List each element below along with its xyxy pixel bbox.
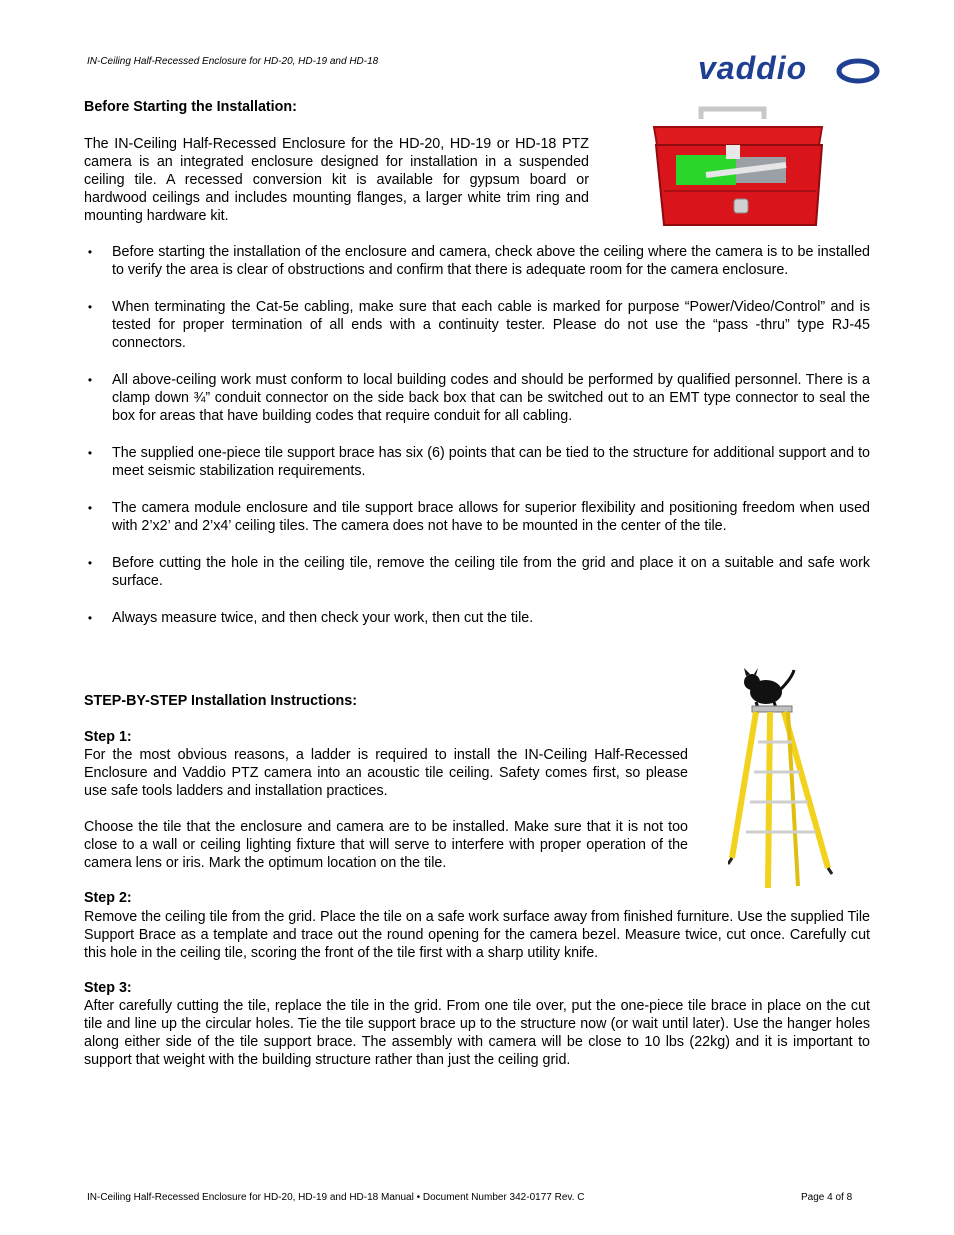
step2-title: Step 2:	[84, 890, 132, 906]
before-heading: Before Starting the Installation:	[84, 99, 297, 115]
list-item: • Before cutting the hole in the ceiling tile, remove the ceiling tile from the grid and place it on a suitable and safe work surface.	[87, 555, 870, 589]
list-item: • Before starting the installation of the enclosure and camera, check above the ceiling where the camera is to be installed to verify the area is clear of obstructions and confirm that there is adequate room for the camera enclosure.	[87, 244, 870, 278]
list-item: • Always measure twice, and then check your work, then cut the tile.	[87, 610, 534, 626]
step1-title: Step 1:	[84, 729, 132, 745]
step1-paragraph-2: Choose the tile that the enclosure and camera are to be installed. Make sure that it is not too close to a wall or ceiling lighting fixture that will serve to interfere with proper operation of the camera lens or iris. Mark the optimum location on the tile.	[84, 819, 688, 871]
list-item: • The supplied one-piece tile support brace has six (6) points that can be tied to the structure for additional support and to meet seismic stabilization requirements.	[87, 445, 870, 479]
step3-title: Step 3:	[84, 980, 132, 996]
footer-document-info: IN-Ceiling Half-Recessed Enclosure for HD-20, HD-19 and HD-18 Manual • Document Number 342-0177 Rev. C	[87, 1192, 585, 1203]
steps-heading: STEP-BY-STEP Installation Instructions:	[84, 693, 358, 709]
list-item: • When terminating the Cat-5e cabling, make sure that each cable is marked for purpose “Power/Video/Control” and is tested for proper termination of all ends with a continuity tester. Please do not use the “pass -thru” type RJ-45 connectors.	[87, 299, 870, 351]
intro-paragraph: The IN-Ceiling Half-Recessed Enclosure for the HD-20, HD-19 or HD-18 PTZ camera is an integrated enclosure designed for installation in a suspended ceiling tile. A recessed conversion kit is available for gypsum board or hardwood ceilings and includes mounting flanges, a larger white trim ring and mounting hardware kit.	[84, 136, 589, 224]
list-item: • All above-ceiling work must conform to local building codes and should be performed by qualified personnel. There is a clamp down ¾” conduit connector on the side back box that can be switched out to an EMT type connector to seal the box for areas that have building codes that require conduit for all cabling.	[87, 372, 870, 424]
header-document-title: IN-Ceiling Half-Recessed Enclosure for HD-20, HD-19 and HD-18	[87, 56, 379, 67]
step1-paragraph-1: For the most obvious reasons, a ladder is required to install the IN-Ceiling Half-Recessed Enclosure and Vaddio PTZ camera into an acoustic tile ceiling. Safety comes first, so please use safe tools ladders and installation practices.	[84, 747, 688, 799]
step2-paragraph: Remove the ceiling tile from the grid. Place the tile on a safe work surface away from finished furniture. Use the supplied Tile Support Brace as a template and trace out the round opening for the camera bezel. Measure twice, cut once. Carefully cut this hole in the ceiling tile, scoring the front of the tile first with a sharp utility knife.	[84, 909, 870, 961]
step3-paragraph: After carefully cutting the tile, replace the tile in the grid. From one tile over, put the one-piece tile brace in place on the cut tile and line up the circular holes. Tie the tile support brace up to the structure now (or wait until later). Use the hanger holes along either side of the tile support brace. The assembly with camera will be close to 10 lbs (22kg) and it is important to support that weight with the building structure rather than just the ceiling grid.	[84, 998, 870, 1068]
footer-page-number: Page 4 of 8	[801, 1192, 853, 1203]
svg-text:vaddio: vaddio	[698, 52, 808, 86]
before-bullet-list	[84, 243, 870, 646]
vaddio-logo	[698, 52, 880, 88]
ladder-with-cat-image	[728, 668, 834, 892]
list-item: • The camera module enclosure and tile support brace allows for superior flexibility and positioning freedom when used with 2’x2’ and 2’x4’ ceiling tiles. The camera does not have to be mounted in the center of the tile.	[87, 500, 870, 534]
toolbox-image	[646, 105, 830, 231]
